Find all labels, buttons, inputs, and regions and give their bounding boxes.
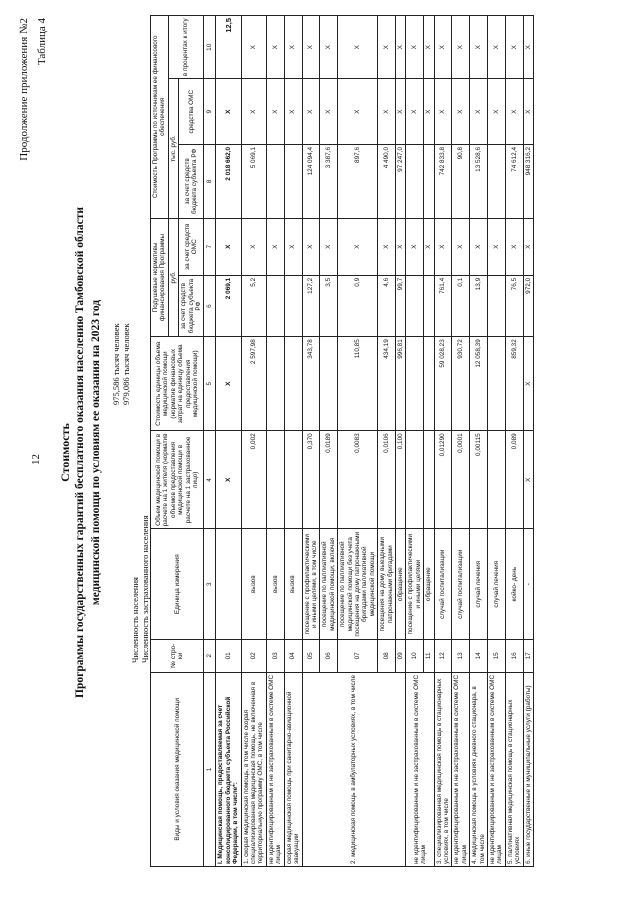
row-unit: посещение с профилактическими и иными целями [406,529,424,639]
row-cost-budget [284,144,302,218]
row-kind: 4. медицинская помощь в условиях дневного стационара, в том числе [470,672,488,866]
row-cost-oms: X [378,79,396,144]
row-percent: X [452,16,470,80]
row-percent: X [338,16,378,80]
table-row [505,16,523,867]
row-cost [424,337,434,431]
header-program-cost: Стоимость Программы по источникам ее финансового обеспечения [151,16,169,219]
row-percent: X [505,16,523,80]
table-row [241,16,266,867]
row-num: 12 [434,639,452,672]
row-cost: 110,85 [338,337,378,431]
row-cost-oms: X [523,79,533,144]
row-volume [406,431,424,529]
header-percapita-budget: за счет средств бюджета субъекта РФ [179,275,204,336]
row-percapita-oms: X [470,218,488,275]
row-num: 17 [523,639,533,672]
row-kind: I. Медицинская помощь, предоставляемая за счет консолидированного бюджета субъекта Российской Федерации, в том числе*: [216,672,241,866]
row-unit [216,529,241,639]
row-percapita-oms: X [378,218,396,275]
row-unit: случай госпитализации [452,529,470,639]
row-cost [266,337,284,431]
row-volume: 0,01290 [434,431,452,529]
col-index: 3 [204,529,216,639]
col-index: 5 [204,337,216,431]
row-percapita-budget: 5,2 [241,275,266,336]
row-percent: X [284,16,302,80]
row-kind: 5. паллиативная медицинская помощь в стационарных условиях [505,672,523,866]
row-cost: 930,72 [452,337,470,431]
row-cost: 434,19 [378,337,396,431]
row-unit: случай лечения [488,529,506,639]
row-percapita-oms: X [216,218,241,275]
row-cost: 59 028,23 [434,337,452,431]
table-row [266,16,284,867]
row-cost-oms: X [452,79,470,144]
row-percapita-budget [406,275,424,336]
row-cost-oms: X [395,79,405,144]
header-percapita: Подушевые нормативы финансирования Программы [151,218,169,337]
row-percent: X [266,16,284,80]
row-percent: X [424,16,434,80]
row-cost-budget [488,144,506,218]
row-cost-budget: 4 490,0 [378,144,396,218]
table-row [452,16,470,867]
row-cost-oms: X [505,79,523,144]
header-row-num: № стро-ки [151,639,204,672]
row-percent: X [470,16,488,80]
row-unit: вызов [266,529,284,639]
row-unit: вызов [284,529,302,639]
row-num: 14 [470,639,488,672]
col-index: 2 [204,639,216,672]
row-cost-budget [406,144,424,218]
row-percapita-budget: 76,5 [505,275,523,336]
continuation-label: Продолжение приложения №2 [18,18,30,161]
row-kind: не идентифицированным и не застрахованным в системе ОМС лицам [488,672,506,866]
row-percapita-budget: 972,0 [523,275,533,336]
row-percapita-oms: X [302,218,320,275]
header-unit: Единица измерения [151,529,204,639]
col-index: 4 [204,431,216,529]
row-kind: 1. скорая медицинская помощь, в том числе скорая специализированная медицинская помощь, не включенная в территориальную программу ОМС, в том числе [241,672,266,866]
row-percapita-oms: X [395,218,405,275]
row-volume: 0,00115 [470,431,488,529]
population-label: Численность населения [130,577,140,663]
row-percapita-oms: X [406,218,424,275]
row-percent: X [434,16,452,80]
row-percent: X [406,16,424,80]
row-cost-budget: 897,6 [338,144,378,218]
row-num: 03 [266,639,284,672]
row-kind: не идентифицированным и не застрахованным в системе ОМС лицам [266,672,284,866]
row-cost [320,337,338,431]
header-kind: Виды и условия оказания медицинской помощи [151,672,204,866]
row-volume: 0,0189 [320,431,338,529]
header-percapita-oms: за счет средств ОМС [179,218,204,275]
column-index-row [204,16,216,867]
row-num: 06 [320,639,338,672]
row-percapita-budget: 761,4 [434,275,452,336]
row-percapita-oms: X [266,218,284,275]
row-unit: посещение по паллиативной медицинской помощи без учета посещения на дому патронажными бригадами паллиативной медицинской помощи [338,529,378,639]
row-cost: 859,32 [505,337,523,431]
row-unit: обращение [424,529,434,639]
row-cost-oms: X [241,79,266,144]
header-cost-budget: за счет средств бюджета субъекта РФ [179,144,204,218]
row-cost-budget: 124 094,4 [302,144,320,218]
row-percapita-oms: X [505,218,523,275]
row-percapita-oms: X [241,218,266,275]
row-num: 04 [284,639,302,672]
row-cost [488,337,506,431]
row-volume [424,431,434,529]
row-percent: X [395,16,405,80]
row-volume [284,431,302,529]
col-index: 10 [204,16,216,80]
row-unit: посещения на дому выездными патронажными бригадами [378,529,396,639]
row-kind-amb: 2. медицинская помощь в амбулаторных условиях, в том числе [302,672,406,866]
row-percapita-oms: X [320,218,338,275]
row-cost-budget: 97 247,0 [395,144,405,218]
row-cost: 996,81 [395,337,405,431]
row-percapita-oms: X [284,218,302,275]
row-percapita-budget: 127,2 [302,275,320,336]
row-cost-oms: X [470,79,488,144]
row-cost: 343,78 [302,337,320,431]
row-cost-budget: 5 069,1 [241,144,266,218]
row-cost-budget [266,144,284,218]
row-volume: X [523,431,533,529]
row-percapita-budget [488,275,506,336]
row-num: 16 [505,639,523,672]
row-volume: 0,0083 [338,431,378,529]
row-cost [406,337,424,431]
title-line-3: медицинской помощи по условиям ее оказания на 2023 год [90,299,102,606]
row-percapita-budget: 13,9 [470,275,488,336]
row-cost-oms: X [302,79,320,144]
table-row [216,16,241,867]
row-percapita-budget: 0,1 [452,275,470,336]
row-cost-budget: 3 387,6 [320,144,338,218]
col-index: 8 [204,144,216,218]
row-cost [284,337,302,431]
row-percapita-oms: X [488,218,506,275]
header-row-1 [151,16,169,867]
row-num: 10 [406,639,424,672]
row-kind: скорая медицинская помощь при санитарно-авиационной эвакуации [284,672,302,866]
row-volume: 0,370 [302,431,320,529]
row-percapita-budget: 4,6 [378,275,396,336]
row-unit: обращение [395,529,405,639]
row-percapita-oms: X [452,218,470,275]
row-percent: 12,5 [216,16,241,80]
table-row [284,16,302,867]
row-kind: 3. специализированная медицинская помощь в стационарных условиях, в том числе [434,672,452,866]
table-number: Таблица 4 [36,18,48,66]
row-num: 13 [452,639,470,672]
header-cost-oms: средства ОМС [179,79,204,144]
table-row [523,16,533,867]
row-kind: не идентифицированным и не застрахованным в системе ОМС лицам [452,672,470,866]
row-unit: вызов [241,529,266,639]
row-percent: X [302,16,320,80]
row-volume: 0,002 [241,431,266,529]
row-percapita-budget [284,275,302,336]
row-cost-oms: X [338,79,378,144]
page-number: 12 [30,454,42,465]
row-percent: X [523,16,533,80]
row-percent: X [378,16,396,80]
row-cost-budget: 74 612,4 [505,144,523,218]
population-value: 975,586 тысяч человек [111,323,121,405]
row-kind: 6. иные государственные и муниципальные услуги (работы) [523,672,533,866]
row-volume: 0,0106 [378,431,396,529]
row-cost-oms: X [434,79,452,144]
header-cost: Стоимость единицы объема медицинской помощи (норматив финансовых затрат на единицу объема предоставления медицинской помощи) [151,337,204,431]
row-unit: случай лечения [470,529,488,639]
table-row [302,16,320,867]
cost-table [150,15,534,867]
table-row [488,16,506,867]
row-cost-oms: X [320,79,338,144]
row-cost-oms: X [488,79,506,144]
row-percapita-oms: X [434,218,452,275]
row-cost: X [523,337,533,431]
population-insured-value: 979,086 тысяч человек [121,323,131,405]
population-insured-label: Численность застрахованного населения [140,515,150,663]
row-num: 07 [338,639,378,672]
row-percent: X [488,16,506,80]
header-thousand-rub: тыс. руб. [168,79,178,218]
row-percapita-budget [266,275,284,336]
col-index: 1 [204,672,216,866]
row-cost-oms: X [424,79,434,144]
title-line-2: Программы государственных гарантий бесплатного оказания населению Тамбовской области [74,207,86,698]
row-cost: 2 597,98 [241,337,266,431]
row-num: 09 [395,639,405,672]
row-percapita-budget: 99,7 [395,275,405,336]
row-percapita-budget: 2 069,1 [216,275,241,336]
row-num: 02 [241,639,266,672]
table-row [434,16,452,867]
col-index: 7 [204,218,216,275]
row-cost-budget [424,144,434,218]
row-percapita-oms: X [424,218,434,275]
header-rub: руб. [168,218,178,337]
row-cost-oms: X [406,79,424,144]
row-percapita-budget: 0,9 [338,275,378,336]
row-cost-budget: 948 316,2 [523,144,533,218]
row-percapita-budget [424,275,434,336]
row-num: 01 [216,639,241,672]
row-cost-oms: X [216,79,241,144]
row-cost-budget: 13 528,6 [470,144,488,218]
col-index: 9 [204,79,216,144]
row-percapita-oms: X [523,218,533,275]
row-volume: X [216,431,241,529]
row-unit: - [523,529,533,639]
row-cost: 12 058,39 [470,337,488,431]
row-cost-budget: 90,8 [452,144,470,218]
row-volume: 0,100 [395,431,405,529]
row-cost-oms: X [284,79,302,144]
row-num: 11 [424,639,434,672]
row-num: 08 [378,639,396,672]
row-unit: посещение по паллиативной медицинской помощи, включая [320,529,338,639]
row-percent: X [320,16,338,80]
table-row [470,16,488,867]
header-percent: в процентах к итогу [168,16,204,80]
row-percapita-oms: X [338,218,378,275]
row-unit: случай госпитализации [434,529,452,639]
row-volume: 0,089 [505,431,523,529]
row-volume [488,431,506,529]
row-num: 15 [488,639,506,672]
row-unit: койко- день [505,529,523,639]
row-percapita-budget: 3,5 [320,275,338,336]
row-volume: 0,0001 [452,431,470,529]
row-num: 05 [302,639,320,672]
row-volume [266,431,284,529]
row-unit: посещение с профилактическими и иными целями, в том числе [302,529,320,639]
col-index: 6 [204,275,216,336]
title-line-1: Стоимость [58,423,72,482]
row-cost-budget: 2 018 662,0 [216,144,241,218]
table-row [406,16,424,867]
row-cost-oms: X [266,79,284,144]
row-cost-budget: 742 833,8 [434,144,452,218]
row-cost: X [216,337,241,431]
row-percent: X [241,16,266,80]
row-kind-uninsured: не идентифицированным и не застрахованным в системе ОМС лицам [406,672,434,866]
header-volume: Объем медицинской помощи в расчете на 1 жителя (норматив объемов предоставления медицинской помощи в расчете на 1 застрахованное лицо) [151,431,204,529]
